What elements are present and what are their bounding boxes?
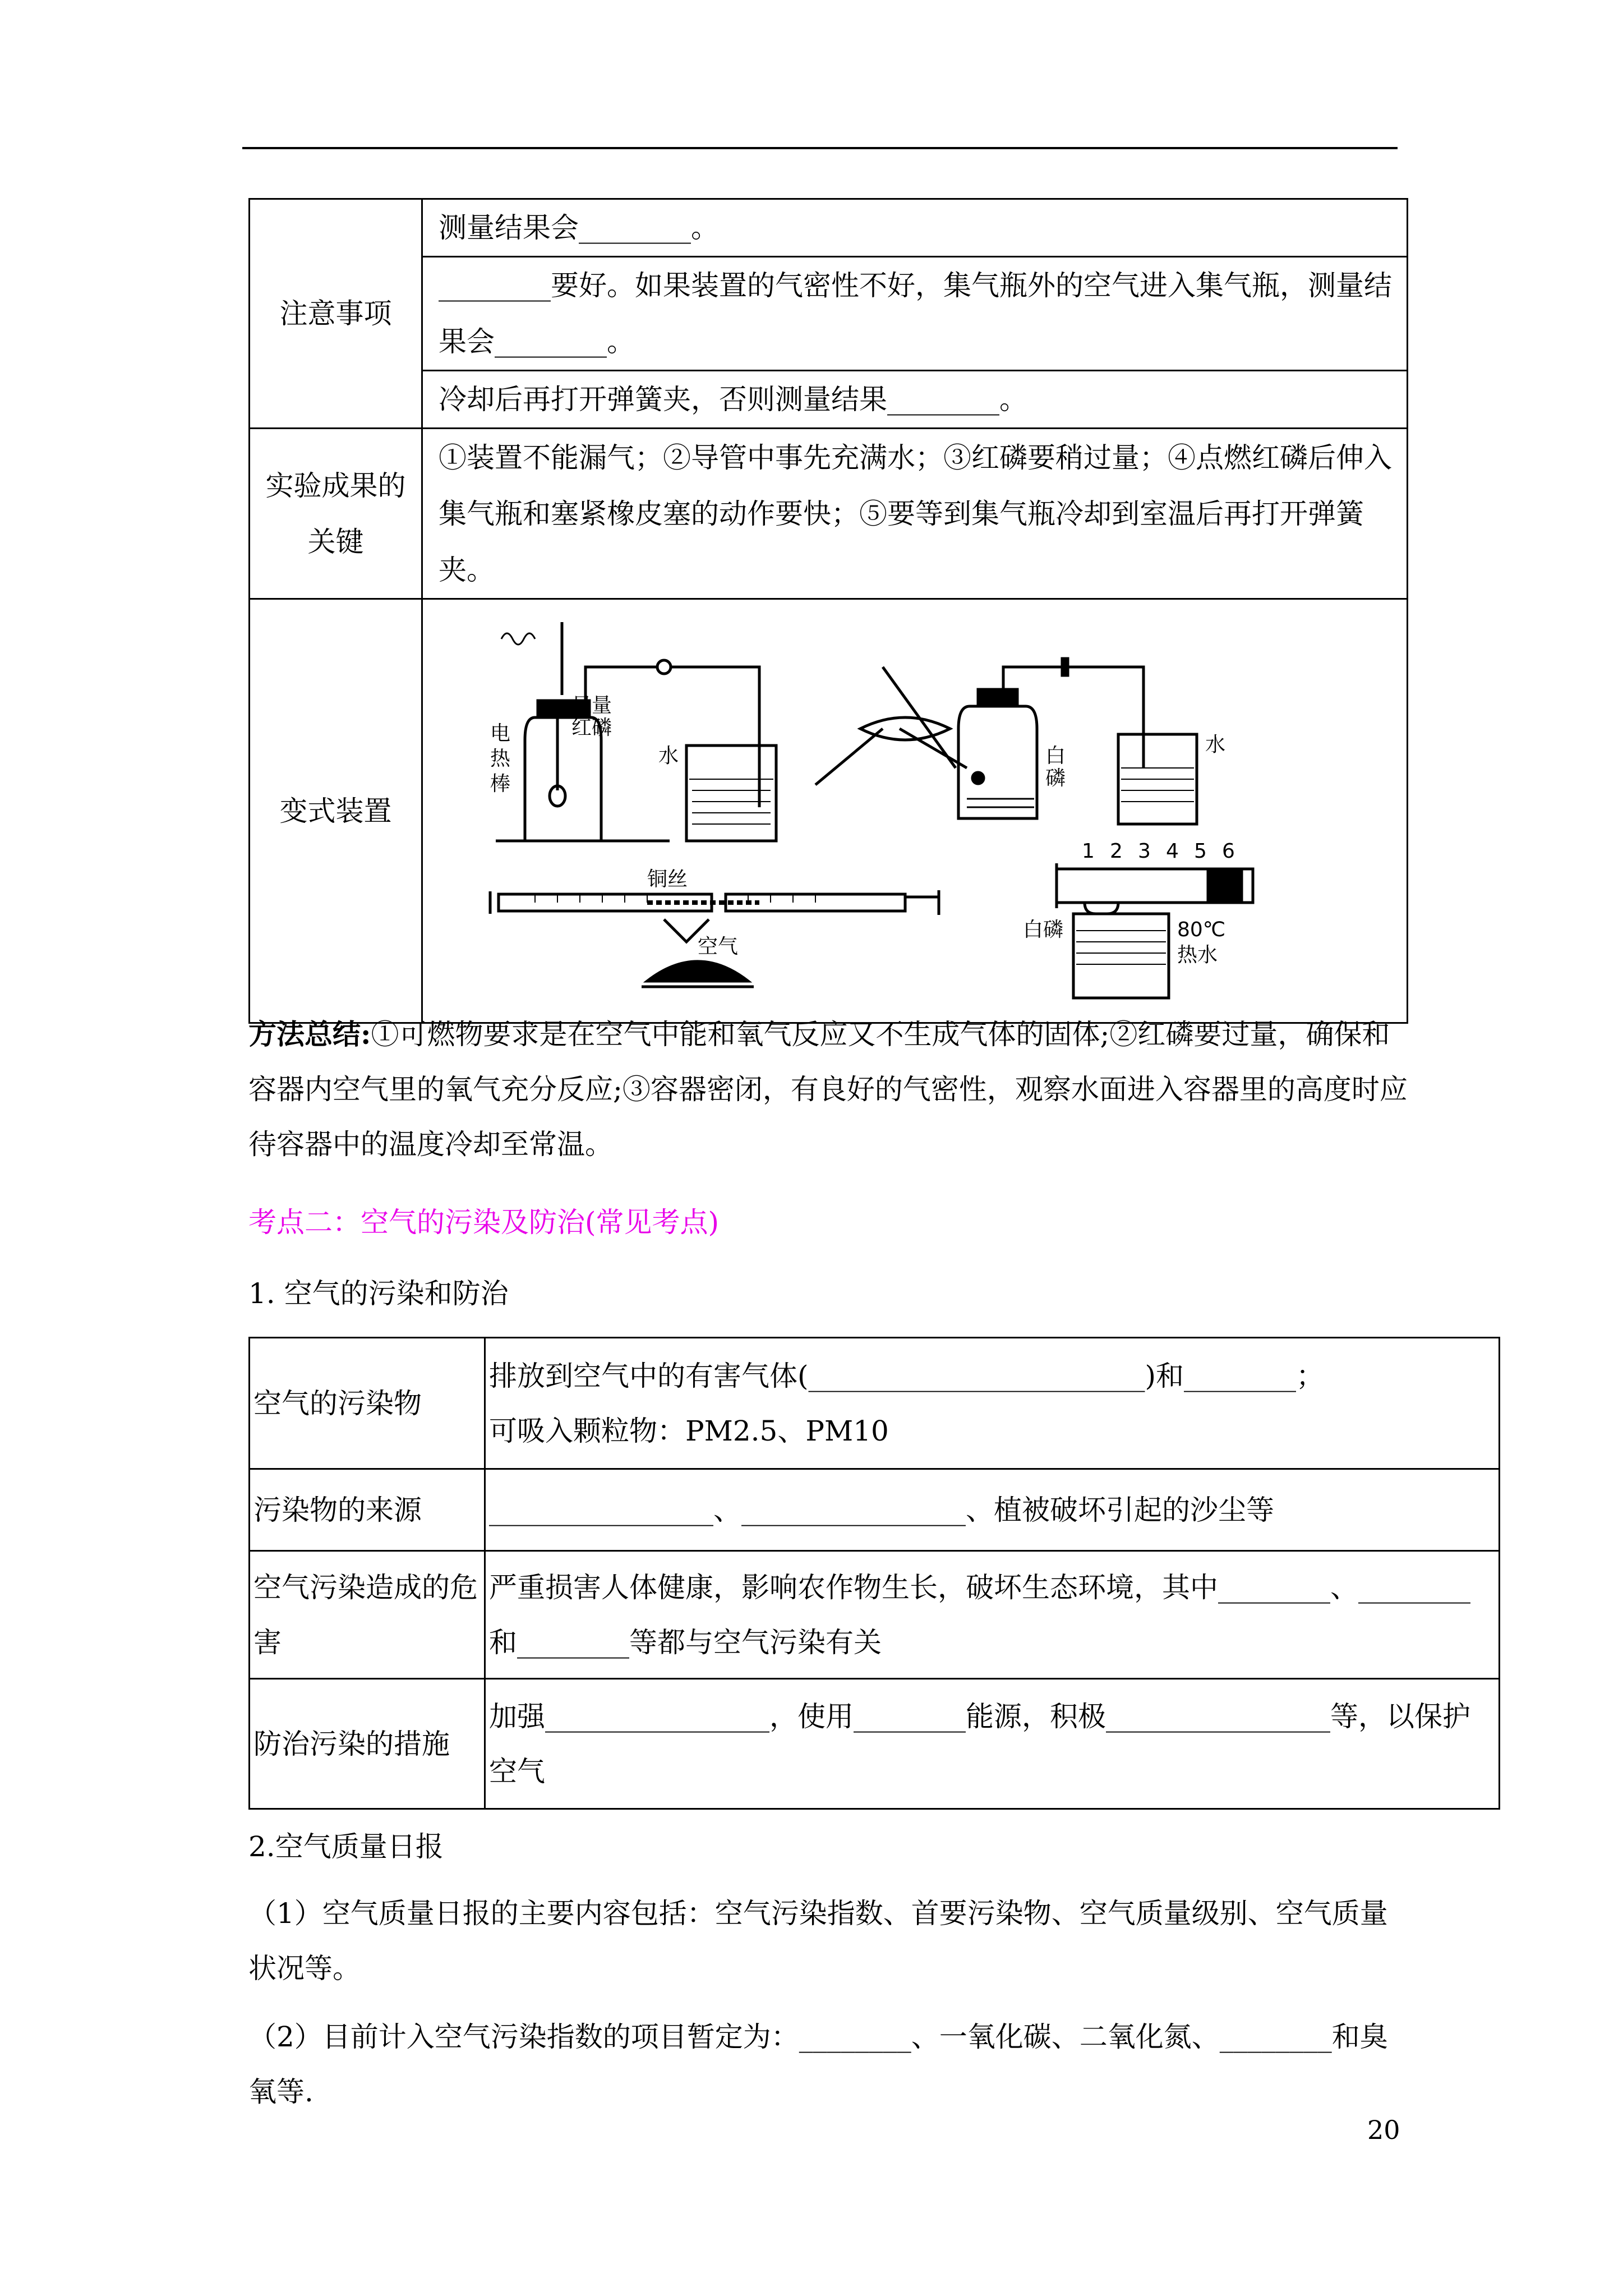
harm-cell [485,1551,1500,1679]
method-summary [248,1007,1415,1172]
scale-3: 3 [1138,840,1151,863]
scale-1: 1 [1082,840,1095,863]
label-shui-1: 水 [658,744,679,767]
sources-text: ________________、________________、植被破坏引起的沙尘等 [489,1493,1274,1526]
notes-line-3 [422,371,1408,429]
label-tongsi: 铜丝 [647,868,688,891]
notes-line-3-text: 冷却后再打开弹簧夹，否则测量结果________。 [439,383,1027,416]
measures-label: 防治污染的措施 [253,1727,450,1760]
pollutants-line-1: 排放到空气中的有害气体(________________________)和________； [489,1359,1325,1392]
label-bang: 棒 [490,772,511,795]
measures-text: 加强________________，使用________能源，积极________________等，以保护空气 [489,1700,1470,1788]
label-lin: 磷 [1045,767,1066,790]
measures-cell [485,1679,1500,1809]
notes-label: 注意事项 [279,297,392,330]
notes-line-2-text: ________要好。如果装置的气密性不好，集气瓶外的空气进入集气瓶，测量结果会________。 [439,269,1392,358]
notes-line-1 [422,199,1408,257]
sources-label: 污染物的来源 [253,1493,422,1526]
sources-label-cell [250,1469,485,1551]
label-re: 热 [490,747,511,770]
label-bai: 白 [1045,744,1066,767]
pollutants-cell [485,1338,1500,1469]
label-bailin: 白磷 [1023,918,1064,941]
apparatus-figure [423,600,1409,1004]
harm-label-cell [250,1551,485,1679]
key-label-line-2: 关键 [307,525,364,558]
paragraph-2: （2）目前计入空气污染指数的项目暂定为：________、一氧化碳、二氧化氮、________和臭氧等. [248,2021,1388,2108]
section-title: 考点二：空气的污染及防治(常见考点) [248,1206,720,1239]
key-label-cell [250,429,422,599]
pollutants-label-cell [250,1338,485,1469]
label-temp: 80℃ [1177,918,1226,941]
label-zuliang: 足量 [571,694,612,717]
key-label-line-1: 实验成果的 [265,469,406,502]
experiment-notes-table [248,198,1408,1024]
notes-line-1-text: 测量结果会________。 [439,211,719,244]
key-text-cell [422,429,1408,599]
label-shui-2: 水 [1205,733,1226,756]
label-kongqi: 空气 [698,935,739,958]
header-rule [242,147,1398,149]
key-text: ①装置不能漏气；②导管中事先充满水；③红磷要稍过量；④点燃红磷后伸入集气瓶和塞紧橡皮塞的动作要快；⑤要等到集气瓶冷却到室温后再打开弹簧夹。 [439,441,1392,586]
harm-label: 空气污染造成的危害 [253,1571,478,1659]
scale-4: 4 [1166,840,1179,863]
label-honglin: 红磷 [571,716,612,739]
label-reshui: 热水 [1177,944,1218,967]
label-dian: 电 [490,722,511,745]
subsection-2-title: 2.空气质量日报 [248,1830,444,1863]
harm-text: 严重损害人体健康，影响农作物生长，破坏生态环境，其中________、________和________等都与空气污染有关 [489,1571,1470,1659]
notes-label-cell [250,199,422,429]
variant-figure-cell [422,599,1408,1023]
pollutants-line-2: 可吸入颗粒物：PM2.5、PM10 [489,1414,889,1447]
measures-label-cell [250,1679,485,1809]
scale-5: 5 [1194,840,1207,863]
variant-label-cell [250,599,422,1023]
subsection-1-title: 1. 空气的污染和防治 [248,1277,509,1310]
paragraph-1: （1）空气质量日报的主要内容包括：空气污染指数、首要污染物、空气质量级别、空气质量状况等。 [248,1897,1388,1985]
notes-line-2 [422,257,1408,371]
scale-2: 2 [1110,840,1123,863]
variant-label: 变式装置 [279,794,392,827]
scale-6: 6 [1222,840,1235,863]
summary-text: ①可燃物要求是在空气中能和氧气反应又不生成气体的固体;②红磷要过量，确保和容器内空气里的氧气充分反应;③容器密闭，有良好的气密性，观察水面进入容器里的高度时应待容器中的温度冷却至常温。 [248,1018,1408,1161]
sources-cell [485,1469,1500,1551]
page-number: 20 [1367,2115,1400,2145]
summary-label: 方法总结: [248,1018,371,1051]
pollution-table [248,1337,1500,1810]
pollutants-label: 空气的污染物 [253,1387,422,1420]
